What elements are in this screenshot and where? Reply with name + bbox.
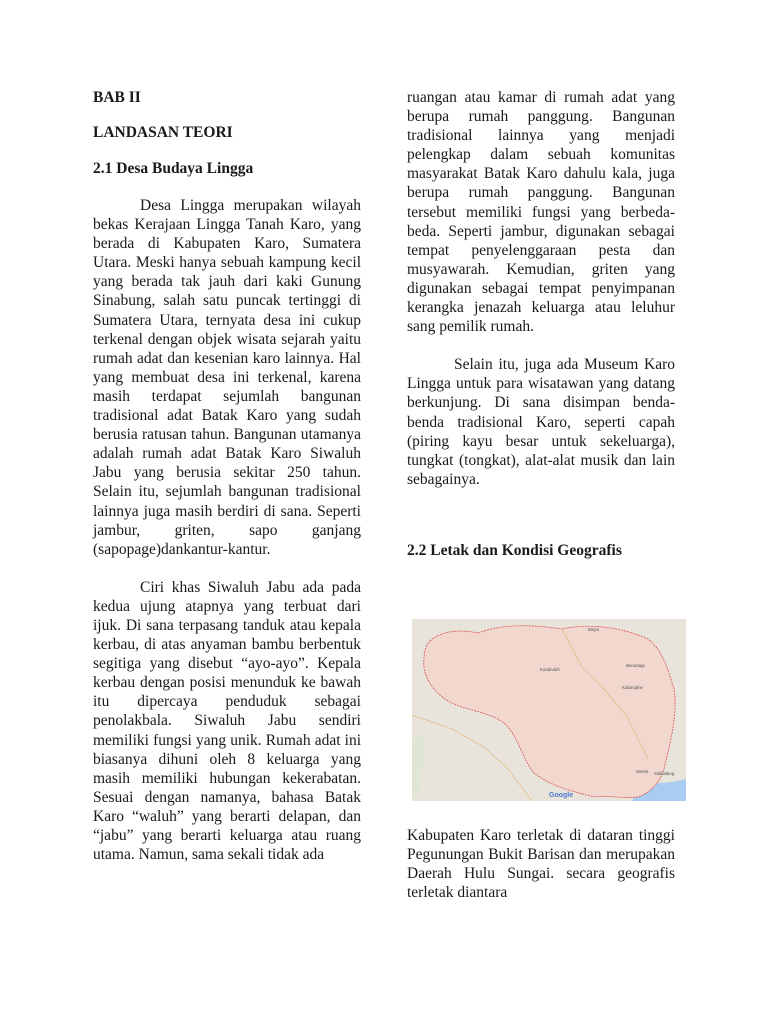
paragraph-rumah-panggung: ruangan atau kamar di rumah adat yang berupa rumah panggung. Bangunan tradisional lainnya yang menjadi pelengkap dalam sebuah komunitas masyarakat Batak Karo dahulu kala, juga berupa rumah panggung. Bangunan tersebut memiliki fungsi yang berbeda-beda. Seperti jambur, digunakan sebagai tempat penyelenggaraan pesta dan musyawarah. Kemudian, griten yang digunakan sebagai tempat penyimpanan kerangka jenazah keluarga atau leluhur sang pemilik rumah. bbox=[407, 89, 675, 336]
map-label-sidikalang: Sidikalang bbox=[654, 771, 675, 776]
google-attribution: Google bbox=[549, 792, 574, 799]
paragraph-museum: Selain itu, juga ada Museum Karo Lingga untuk para wisatawan yang datang berkunjung. Di sana disimpan benda- benda tradisional Karo, seperti capah (piring kayu besar untuk sekeluarga), tungkat (tongkat), alat-alat musik dan lain sebagainya. bbox=[407, 356, 675, 488]
right-column bbox=[407, 88, 675, 561]
left-column bbox=[93, 88, 361, 864]
map-label-kabanjahe: Kabanjahe bbox=[622, 685, 643, 690]
map-label-berastagi: Berastagi bbox=[626, 663, 645, 668]
paragraph-desa-lingga: Desa Lingga merupakan wilayah bekas Kerajaan Lingga Tanah Karo, yang berada di Kabupaten Karo, Sumatera Utara. Meski hanya sebuah kampung kecil yang berada tak jauh dari kaki Gunung Sinabung, salah satu puncak tertinggi di Sumatera Utara, ternyata desa ini cukup terkenal dengan objek wisata sejarah yaitu rumah adat dan kesenian karo lainnya. Hal yang membuat desa ini terkenal, karena masih terdapat sejumlah bangunan tradisional adat Batak Karo yang sudah berusia ratusan tahun. Bangunan utamanya adalah rumah adat Batak Karo Siwaluh Jabu yang berusia sekitar 250 tahun. Selain itu, sejumlah bangunan tradisional lainnya juga masih berdiri di sana. Seperti jambur, griten, sapo ganjang (sapopage)dankantur-kantur. bbox=[93, 197, 361, 558]
section-heading-2-2: 2.2 Letak dan Kondisi Geografis bbox=[407, 541, 622, 559]
map-label-merek: Merek bbox=[636, 769, 649, 774]
map-label-kutabuluh: Kutabuluh bbox=[540, 667, 560, 672]
section-heading-2-1: 2.1 Desa Budaya Lingga bbox=[93, 160, 254, 177]
paragraph-kabupaten-karo: Kabupaten Karo terletak di dataran tinggi Pegunungan Bukit Barisan dan merupakan Daerah Hulu Sungai. secara geografis terletak diantara bbox=[407, 827, 675, 902]
karo-regency-map bbox=[412, 619, 686, 801]
map-label-binjai: Binjai bbox=[588, 627, 599, 632]
chapter-label: BAB II bbox=[93, 89, 141, 106]
paragraph-siwaluh-jabu: Ciri khas Siwaluh Jabu ada pada kedua ujung atapnya yang terbuat dari ijuk. Di sana terpasang tanduk atau kepala kerbau, di atas anyaman bambu berbentuk segitiga yang disebut “ayo-ayo”. Kepala kerbau dengan posisi menunduk ke bawah itu dipercaya penduduk sebagai penolakbala. Siwaluh Jabu sendiri memiliki fungsi yang unik. Rumah adat ini biasanya dihuni oleh 8 keluarga yang masih memiliki hubungan kekerabatan. Sesuai dengan namanya, bahasa Batak Karo “waluh” yang berarti delapan, dan “jabu” yang berarti keluarga atau ruang utama. Namun, sama sekali tidak ada bbox=[93, 578, 361, 864]
right-column-bottom bbox=[407, 826, 675, 902]
chapter-title: LANDASAN TEORI bbox=[93, 124, 233, 141]
map-graphic bbox=[412, 619, 686, 801]
